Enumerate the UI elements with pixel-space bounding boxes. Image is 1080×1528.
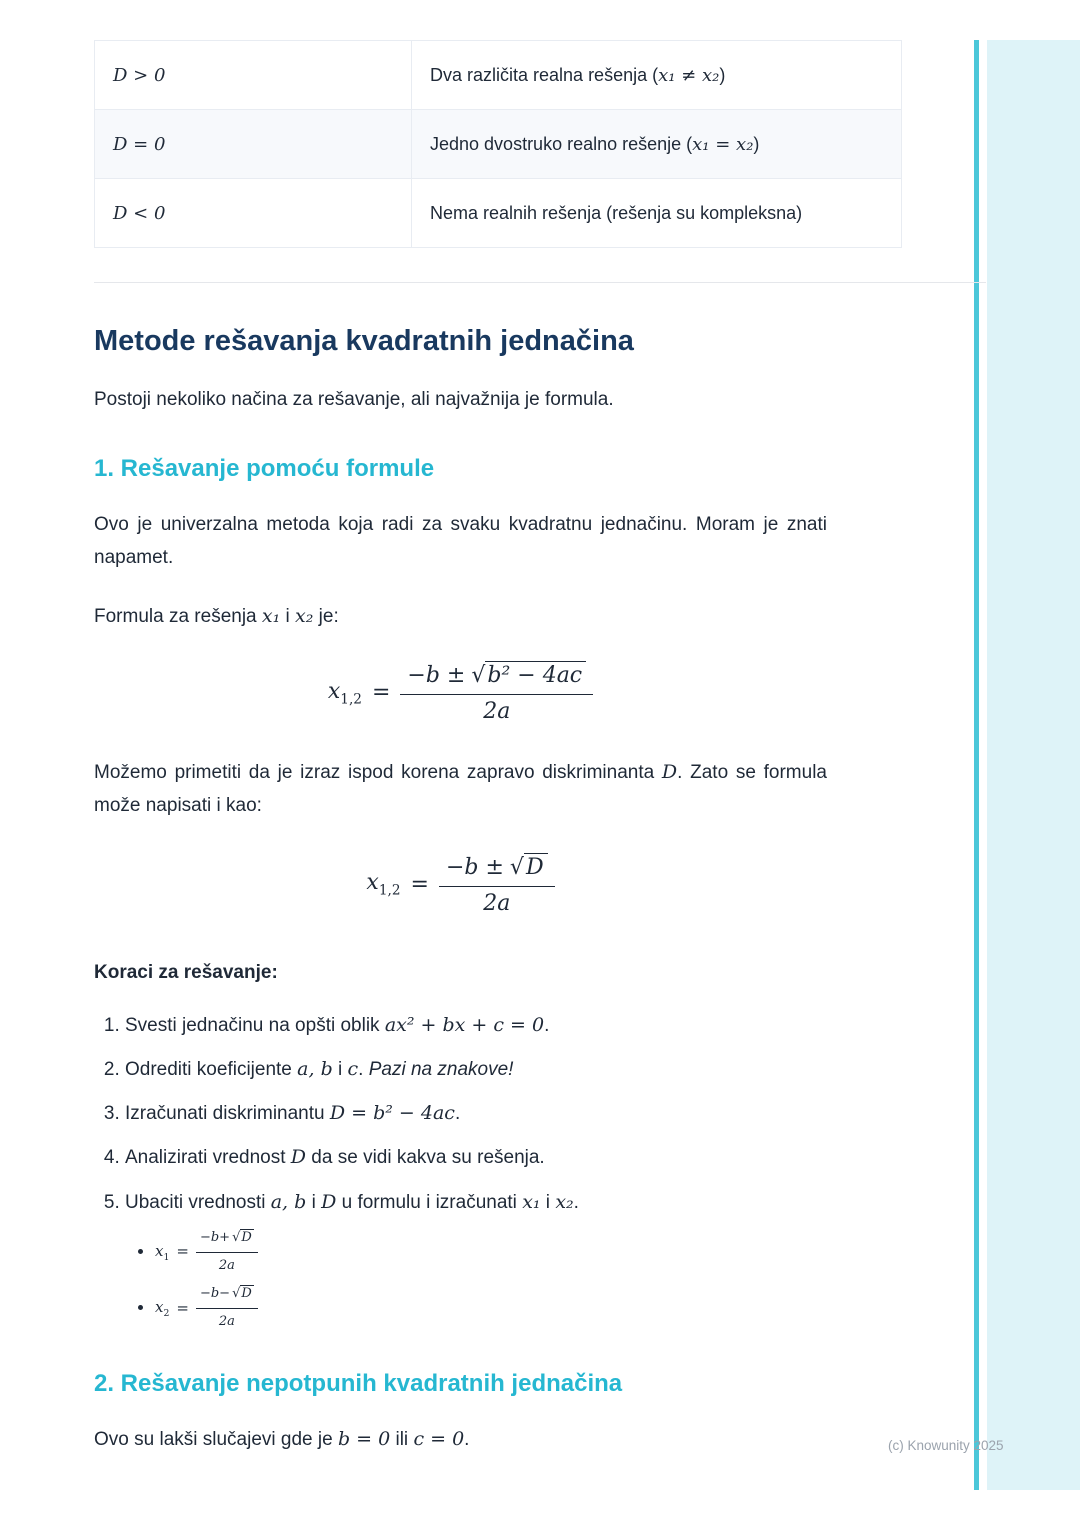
step-item — [125, 1009, 858, 1042]
page-content — [94, 40, 986, 1456]
radicand: D — [524, 853, 548, 879]
step-item — [125, 1097, 858, 1130]
method1-paragraph: Ovo je univerzalna metoda koja radi za svaku kvadratnu jednačinu. Moram je znati napamet. — [94, 514, 827, 569]
step-text: Ubaciti vrednosti a, b i D u formulu i izračunati x₁ i x₂. — [125, 1190, 579, 1213]
equals-sign: = — [371, 680, 391, 706]
radical-sign: √ — [232, 1286, 241, 1302]
step-text: Analizirati vrednost D da se vidi kakva su rešenja. — [125, 1146, 545, 1169]
quadratic-formula — [94, 661, 827, 724]
section-divider — [94, 282, 986, 283]
fraction-numerator — [196, 1283, 258, 1309]
condition-text: D = 0 — [113, 133, 166, 155]
condition-cell — [95, 41, 412, 110]
fraction-denominator: 2a — [218, 1258, 235, 1274]
equals-sign: = — [410, 871, 429, 897]
fraction — [196, 1283, 258, 1333]
formula-subscript: 1 — [163, 1251, 170, 1263]
equals-sign: = — [176, 1298, 189, 1317]
radical-sign: √ — [471, 663, 486, 689]
step-item — [125, 1186, 858, 1334]
description-text: Dva različita realna rešenja (x₁ ≠ x₂) — [430, 64, 726, 86]
condition-cell — [95, 179, 412, 248]
condition-text: D < 0 — [113, 202, 166, 224]
square-root — [232, 1283, 254, 1305]
square-root — [471, 661, 586, 688]
radical-sign: √ — [232, 1230, 241, 1246]
method1-heading: 1. Rešavanje pomoću formule — [94, 455, 435, 483]
numerator-prefix: −b ± — [445, 854, 504, 880]
simplified-formula — [94, 853, 827, 916]
radicand: D — [241, 1286, 252, 1302]
description-cell — [412, 110, 902, 179]
condition-cell — [95, 110, 412, 179]
fraction — [196, 1227, 258, 1277]
condition-text: D > 0 — [113, 64, 166, 86]
substep-item — [155, 1227, 858, 1277]
discriminant-note: Možemo primetiti da je izraz ispod korena zapravo diskriminanta D. Zato se formula može napisati i kao: — [94, 761, 827, 817]
formula-lead: Formula za rešenja x₁ i x₂ je: — [94, 605, 339, 628]
radical-sign: √ — [509, 854, 524, 880]
table-row — [95, 179, 902, 248]
discriminant-table — [94, 40, 902, 248]
numerator-prefix: −b+ — [199, 1230, 231, 1246]
fraction-denominator: 2a — [218, 1314, 235, 1330]
section-title: Metode rešavanja kvadratnih jednačina — [94, 325, 634, 357]
radicand: D — [241, 1230, 252, 1246]
radicand: b² − 4ac — [485, 661, 586, 687]
numerator-prefix: −b− — [199, 1286, 231, 1302]
steps-heading: Koraci za rešavanje: — [94, 961, 278, 983]
description-text: Jedno dvostruko realno rešenje (x₁ = x₂) — [430, 133, 760, 155]
description-text: Nema realnih rešenja (rešenja su kompleksna) — [430, 202, 803, 223]
square-root — [232, 1227, 254, 1249]
description-cell — [412, 41, 902, 110]
step-item — [125, 1141, 858, 1174]
formula-lhs: • $x_1$ — [155, 1241, 170, 1263]
formula-lhs: $x_{1,2}$ — [366, 869, 401, 899]
fraction-denominator: 2a — [483, 890, 511, 916]
fraction-numerator — [400, 661, 593, 695]
fraction — [439, 853, 555, 916]
description-cell — [412, 179, 902, 248]
step-text: Svesti jednačinu na opšti oblik ax² + bx + c = 0. — [125, 1013, 550, 1036]
substep-item — [155, 1283, 858, 1333]
fraction-numerator — [439, 853, 555, 887]
step-item — [125, 1053, 858, 1086]
formula-subscript: 1,2 — [378, 882, 401, 899]
footer-copyright: (c) Knowunity 2025 — [888, 1438, 1004, 1453]
steps-list — [94, 1009, 858, 1334]
equals-sign: = — [176, 1242, 189, 1261]
step-text: Izračunati diskriminantu D = b² − 4ac. — [125, 1102, 461, 1125]
method2-heading: 2. Rešavanje nepotpunih kvadratnih jednačina — [94, 1370, 623, 1398]
formula-lhs: • $x_2$ — [155, 1297, 170, 1319]
fraction-denominator: 2a — [483, 699, 511, 725]
x1-formula — [155, 1227, 258, 1277]
fraction — [400, 661, 593, 724]
fraction-numerator — [196, 1227, 258, 1253]
next-page-stripe — [987, 40, 1080, 1490]
table-row — [95, 41, 902, 110]
numerator-prefix: −b ± — [407, 663, 466, 689]
x2-formula — [155, 1283, 258, 1333]
step-text: Odrediti koeficijente a, b i c. Pazi na znakove! — [125, 1057, 514, 1080]
square-root — [510, 853, 548, 880]
formula-subscript: 1,2 — [340, 691, 362, 708]
substeps-list — [125, 1227, 858, 1333]
table-row — [95, 110, 902, 179]
formula-subscript: 2 — [163, 1307, 170, 1319]
formula-lhs: $x_{1,2}$ — [327, 678, 362, 708]
intro-paragraph: Postoji nekoliko načina za rešavanje, ali najvažnija je formula. — [94, 389, 614, 411]
method2-paragraph: Ovo su lakši slučajevi gde je b = 0 ili c = 0. — [94, 1428, 470, 1451]
